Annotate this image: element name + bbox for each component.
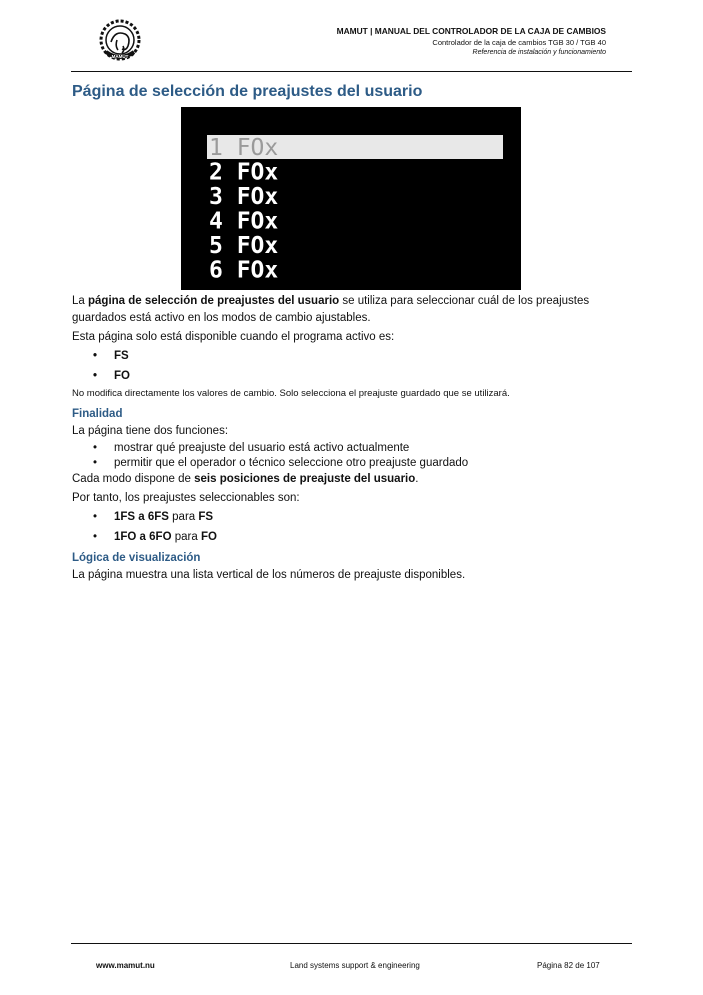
modes-text-end: . [415, 473, 419, 485]
list-item: • FS [114, 348, 632, 365]
footer-page-number: Página 82 de 107 [537, 961, 600, 970]
screen-preset-item: 1 FOx [209, 135, 279, 161]
page-header [337, 26, 606, 58]
footer-rule [71, 943, 632, 944]
intro-text-start: La [72, 295, 88, 307]
modes-paragraph [72, 471, 632, 488]
device-screen [181, 107, 521, 290]
intro-bold-term: página de selección de preajustes del usuario [88, 295, 340, 307]
intro-text-end: se utiliza para seleccionar cuál de los preajustes guardados está activo en los modos de cambio ajustables. [72, 295, 590, 324]
mamut-logo [95, 18, 145, 64]
page-content [72, 293, 632, 584]
selectable-intro: Por tanto, los preajustes seleccionables son: [72, 492, 300, 504]
modes-bold-term: seis posiciones de preajuste del usuario [194, 473, 416, 485]
header-subtitle: Controlador de la caja de cambios TGB 30 / TGB 40 [432, 38, 606, 47]
program-list [72, 348, 632, 385]
availability-text: Esta página solo está disponible cuando el programa activo es: [72, 331, 395, 343]
screen-preset-item: 6 FOx [209, 257, 279, 284]
intro-paragraph [72, 293, 632, 327]
footer-tagline: Land systems support & engineering [290, 961, 420, 970]
screen-preset-item: 4 FOx [209, 208, 279, 235]
screen-preset-item: 2 FOx [209, 159, 279, 186]
preset-mode: FS [198, 511, 214, 523]
preset-connector: para [168, 511, 199, 523]
purpose-intro: La página tiene dos funciones: [72, 425, 229, 437]
purpose-list [72, 441, 632, 471]
header-reference: Referencia de instalación y funcionamiento [472, 49, 606, 56]
screen-preset-item: 5 FOx [209, 233, 279, 259]
page-title: Página de selección de preajustes del usuario [72, 83, 423, 100]
preset-connector: para [171, 531, 201, 543]
list-item: • FO [114, 368, 632, 385]
header-rule [71, 71, 632, 72]
list-item: • mostrar qué preajuste del usuario está activo actualmente [114, 441, 632, 456]
footer-website[interactable]: www.mamut.nu [96, 961, 155, 970]
logo-text: MAMUT [111, 54, 129, 59]
header-brand-line: MAMUT | MANUAL DEL CONTROLADOR DE LA CAJA DE CAMBIOS [336, 26, 606, 36]
selectable-list [72, 509, 632, 546]
note-text: No modifica directamente los valores de cambio. Solo selecciona el preajuste guardado que se utilizará. [72, 388, 510, 399]
logic-heading: Lógica de visualización [72, 552, 201, 564]
preset-mode: FO [200, 531, 217, 543]
list-item: • permitir que el operador o técnico seleccione otro preajuste guardado [114, 456, 632, 471]
preset-range: 1FO a 6FO [114, 531, 172, 543]
screen-preset-item: 3 FOx [209, 184, 279, 210]
purpose-heading: Finalidad [72, 408, 123, 420]
preset-range: 1FS a 6FS [114, 511, 169, 523]
list-item [114, 509, 632, 526]
modes-text-start: Cada modo dispone de [72, 473, 195, 485]
logic-text: La página muestra una lista vertical de los números de preajuste disponibles. [72, 569, 466, 581]
list-item [114, 529, 632, 546]
